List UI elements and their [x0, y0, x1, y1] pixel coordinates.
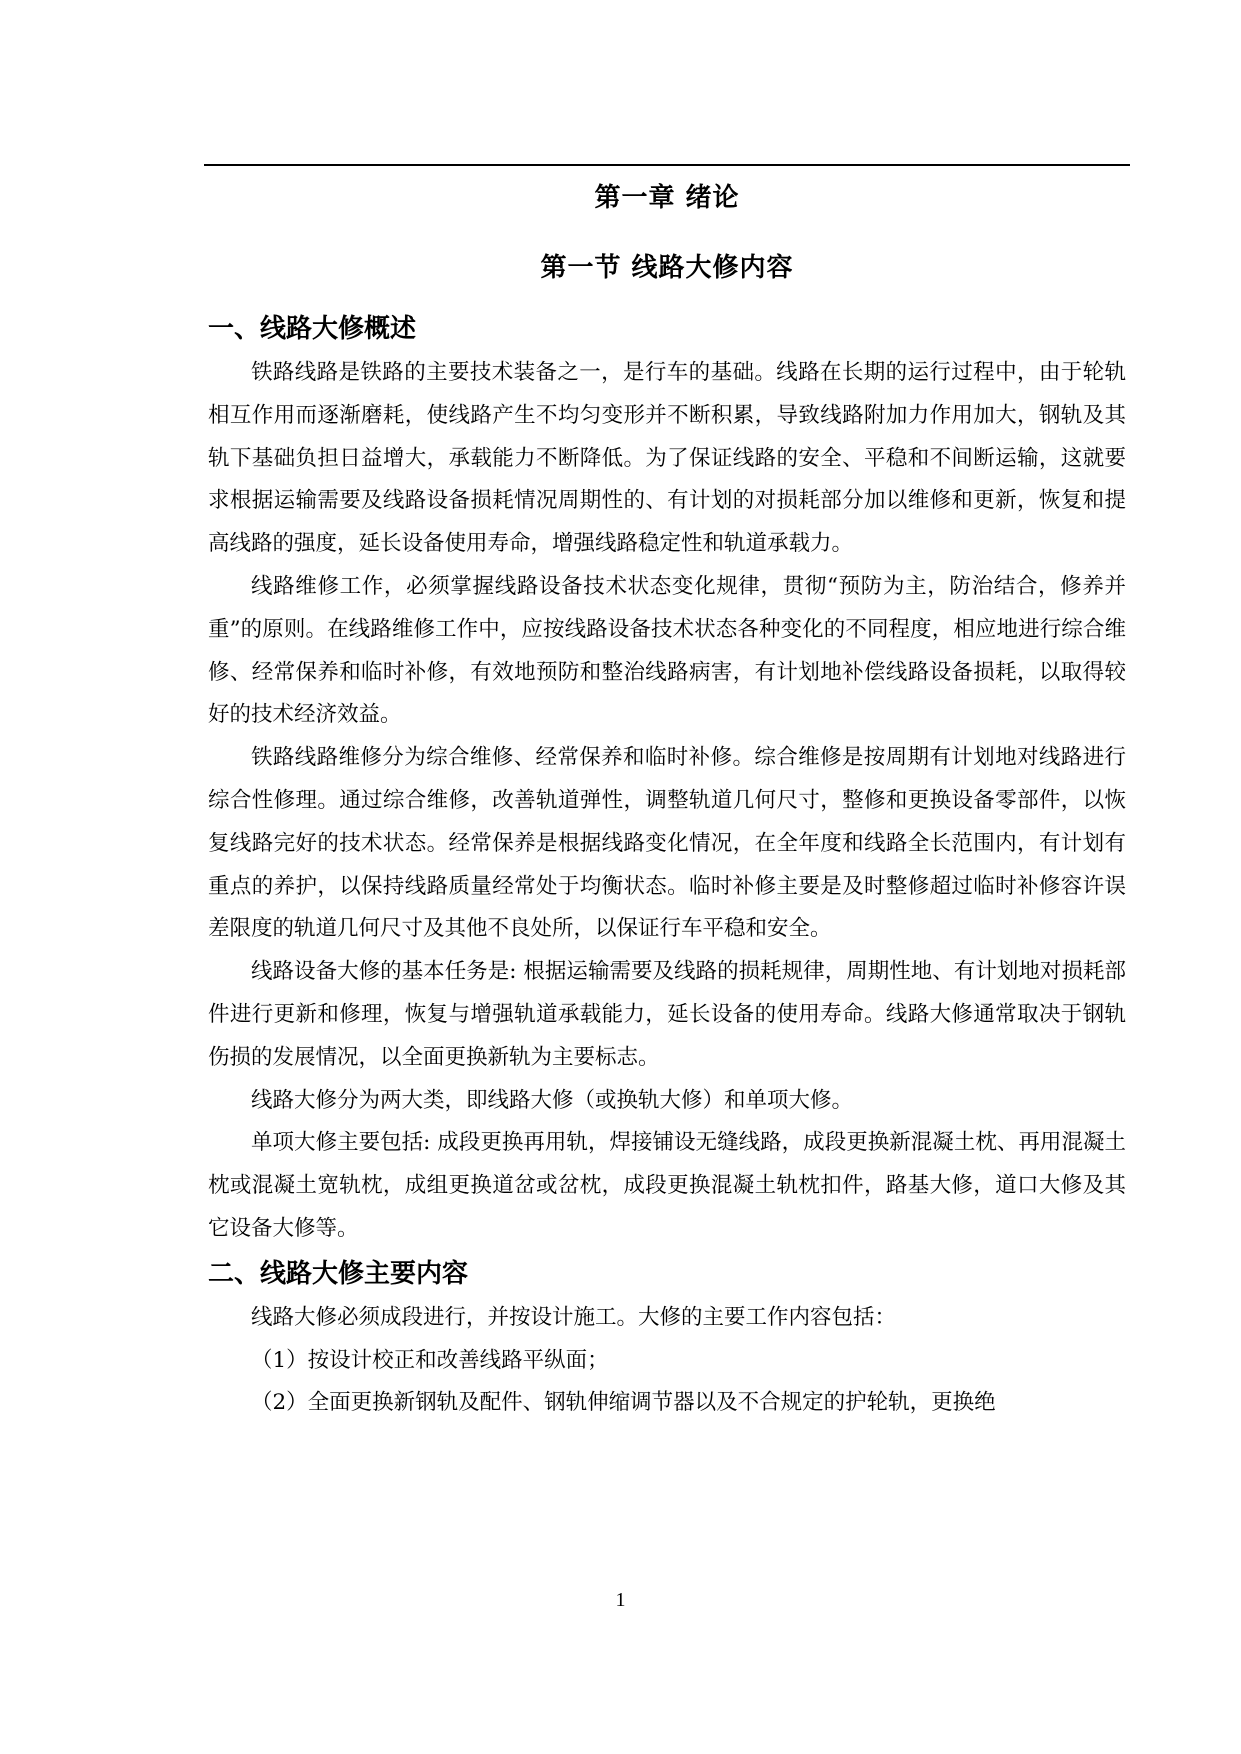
paragraph: 单项大修主要包括: 成段更换再用轨，焊接铺设无缝线路，成段更换新混凝土枕、再用混凝土枕或混凝土宽轨枕，成组更换道岔或岔枕，成段更换混凝土轨枕扣件，路基大修，道口大修及其它设备大修等。 [208, 1130, 1126, 1241]
paragraph: 线路大修分为两大类，即线路大修（或换轨大修）和单项大修。 [251, 1087, 854, 1113]
page-number: 1 [615, 1589, 626, 1611]
paragraph: 线路大修必须成段进行，并按设计施工。大修的主要工作内容包括： [251, 1304, 897, 1330]
subsection-title-main-content: 二、线路大修主要内容 [208, 1258, 469, 1289]
list-item: （2）全面更换新钢轨及配件、钢轨伸缩调节器以及不合规定的护轮轨，更换绝 [251, 1390, 996, 1416]
paragraph: 铁路线路维修分为综合维修、经常保养和临时补修。综合维修是按周期有计划地对线路进行综合性修理。通过综合维修，改善轨道弹性，调整轨道几何尺寸，整修和更换设备零部件，以恢复线路完好的技术状态。经常保养是根据线路变化情况，在全年度和线路全长范围内，有计划有重点的养护，以保持线路质量经常处于均衡状态。临时补修主要是及时整修超过临时补修容许误差限度的轨道几何尺寸及其他不良处所，以保证行车平稳和安全。 [208, 745, 1126, 942]
paragraph: 线路维修工作，必须掌握线路设备技术状态变化规律，贯彻“预防为主，防治结合，修养并重”的原则。在线路维修工作中，应按线路设备技术状态各种变化的不同程度，相应地进行综合维修、经常保养和临时补修，有效地预防和整治线路病害，有计划地补偿线路设备损耗，以取得较好的技术经济效益。 [208, 573, 1126, 728]
list-item: （1）按设计校正和改善线路平纵面； [251, 1347, 609, 1373]
page-content [208, 176, 1126, 1425]
chapter-title: 第一章 绪论 [594, 183, 740, 213]
paragraph: 铁路线路是铁路的主要技术装备之一，是行车的基础。线路在长期的运行过程中，由于轮轨相互作用而逐渐磨耗，使线路产生不均匀变形并不断积累，导致线路附加力作用加大，钢轨及其轨下基础负担日益增大，承载能力不断降低。为了保证线路的安全、平稳和不间断运输，这就要求根据运输需要及线路设备损耗情况周期性的、有计划的对损耗部分加以维修和更新，恢复和提高线路的强度，延长设备使用寿命，增强线路稳定性和轨道承载力。 [208, 360, 1126, 557]
paragraph: 线路设备大修的基本任务是: 根据运输需要及线路的损耗规律，周期性地、有计划地对损耗部件进行更新和修理，恢复与增强轨道承载能力，延长设备的使用寿命。线路大修通常取决于钢轨伤损的发展情况，以全面更换新轨为主要标志。 [208, 959, 1126, 1070]
subsection-title-overview: 一、线路大修概述 [208, 314, 417, 344]
header-rule [204, 164, 1130, 166]
section-title: 第一节 线路大修内容 [540, 253, 794, 283]
